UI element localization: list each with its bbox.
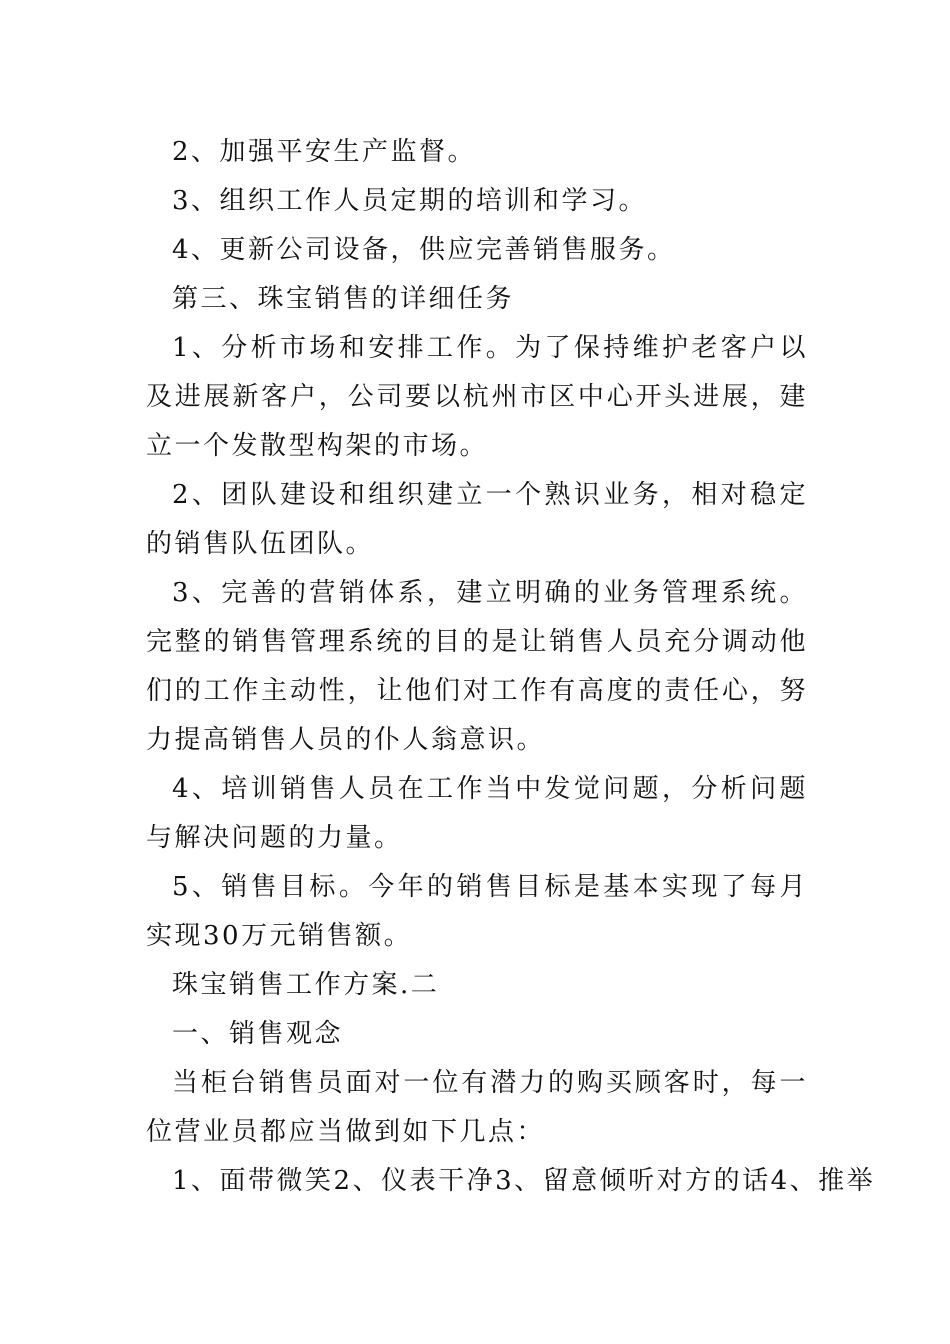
paragraph-task-5: 5、销售目标。今年的销售目标是基本实现了每月实现30万元销售额。 [146, 872, 808, 951]
paragraph-points-list: 1、面带微笑2、仪表干净3、留意倾听对方的话4、推举 [172, 1166, 876, 1196]
paragraph-counter-sales: 当柜台销售员面对一位有潜力的购买顾客时，每一位营业员都应当做到如下几点： [146, 1068, 808, 1147]
plan-two-title: 珠宝销售工作方案.二 [172, 970, 440, 1000]
paragraph-task-1: 1、分析市场和安排工作。为了保持维护老客户以及进展新客户，公司要以杭州市区中心开头进展，建立一个发散型构架的市场。 [146, 333, 808, 461]
paragraph-item-4: 4、更新公司设备，供应完善销售服务。 [172, 235, 676, 265]
paragraph-task-2: 2、团队建设和组织建立一个熟识业务，相对稳定的销售队伍团队。 [146, 480, 808, 559]
paragraph-task-3: 3、完善的营销体系，建立明确的业务管理系统。完整的销售管理系统的目的是让销售人员充分调动他们的工作主动性，让他们对工作有高度的责任心，努力提高销售人员的仆人翁意识。 [146, 578, 808, 755]
paragraph-item-2: 2、加强平安生产监督。 [172, 137, 477, 167]
section-heading-sales-concept: 一、销售观念 [172, 1019, 344, 1049]
paragraph-task-4: 4、培训销售人员在工作当中发觉问题，分析问题与解决问题的力量。 [146, 774, 808, 853]
section-heading-third: 第三、珠宝销售的详细任务 [172, 284, 515, 314]
document-body [146, 128, 876, 1206]
paragraph-item-3: 3、组织工作人员定期的培训和学习。 [172, 186, 648, 216]
